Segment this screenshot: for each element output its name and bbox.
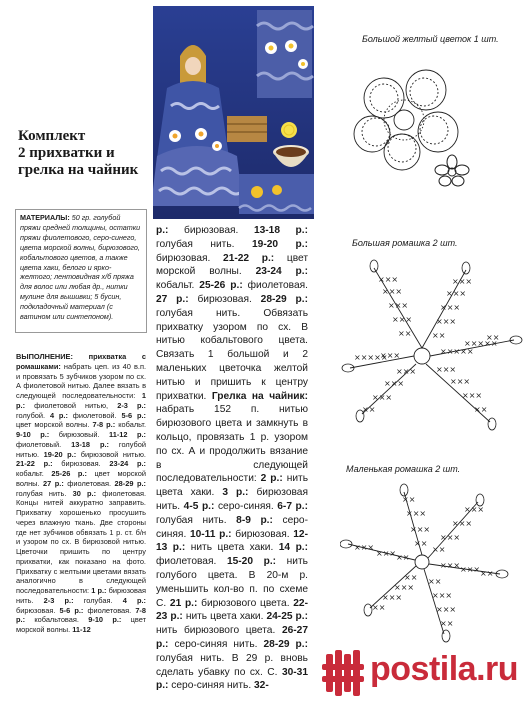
row-label: 26-27 р.: xyxy=(156,625,308,650)
diagram-label: Маленькая ромашка 2 шт. xyxy=(346,464,461,474)
small-daisy-diagram xyxy=(340,462,531,652)
row-text: кобальт. xyxy=(115,420,147,430)
row-text: бирюзовая. xyxy=(168,225,254,236)
svg-text:×××: ××× xyxy=(440,303,461,312)
row-label: 30-31 р.: xyxy=(156,666,308,692)
svg-text:×××: ××× xyxy=(396,367,417,376)
flower-chart-icon xyxy=(340,20,531,200)
row-text: цвет морской волны. xyxy=(16,420,93,430)
row-text: бирюзовой нитью. xyxy=(76,449,146,459)
row-text: голубая нить. xyxy=(16,488,73,498)
row-label: 22-23 р.: xyxy=(156,597,308,623)
row-text: голубая нить. В 29 р. вновь сделать убавку по сх. С. xyxy=(156,652,308,678)
row-text: фиолетовой нитью, xyxy=(25,400,118,410)
row-label: 9-10 р.: xyxy=(88,615,122,625)
diagram-label: Большая ромашка 2 шт. xyxy=(352,238,458,248)
row-label: 28-29 р.: xyxy=(263,638,308,650)
row-label: 1 р.: xyxy=(16,391,146,410)
svg-text:×××: ××× xyxy=(462,391,483,400)
daisy-chart-icon xyxy=(340,236,531,436)
row-label: 2-3 р.: xyxy=(43,595,74,605)
row-text: цвет морской волны. xyxy=(156,252,308,278)
svg-text:××: ×× xyxy=(428,577,442,586)
svg-text:×××: ××× xyxy=(436,317,457,326)
svg-text:×××: ××× xyxy=(436,365,457,374)
materials-heading: МАТЕРИАЛЫ: xyxy=(20,213,70,222)
row-text: цвет морской волны. xyxy=(16,469,146,488)
row-text: цвет морской волны. xyxy=(16,615,147,634)
row-label: 4-5 р.: xyxy=(183,500,215,512)
watermark-text: postila.ru xyxy=(370,650,519,688)
row-text: голубая нить. xyxy=(156,238,252,250)
svg-text:×××: ××× xyxy=(382,593,403,602)
materials-box xyxy=(15,209,147,333)
svg-text:×××: ××× xyxy=(382,287,403,296)
svg-text:×××××: ××××× xyxy=(354,353,388,362)
row-text: голубая. xyxy=(73,595,123,605)
svg-text:×××××: ××××× xyxy=(464,339,498,348)
row-label: 11-12 xyxy=(72,625,91,634)
row-label: 19-20 р.: xyxy=(43,449,77,459)
row-label: 4 р.: xyxy=(49,410,68,420)
row-label: 14 р.: xyxy=(278,542,309,554)
svg-text:××: ×× xyxy=(440,619,454,628)
row-label: 7-8 р.: xyxy=(16,605,146,625)
yellow-flower-diagram xyxy=(340,20,531,200)
svg-text:×××: ××× xyxy=(452,519,473,528)
svg-text:×××: ××× xyxy=(372,393,393,402)
row-text: бирюзовая нить. xyxy=(156,487,308,512)
row-text: набрать цеп. из 40 в.п. и провязать 5 зубчиков узором по сх. А фиолетовой нитью. Далее вязать в следующей последовательности: xyxy=(16,361,146,400)
big-daisy-diagram xyxy=(340,236,531,436)
svg-text:××: ×× xyxy=(414,539,428,548)
row-text: фиолетовый. xyxy=(16,439,72,449)
paragraph xyxy=(16,352,146,635)
row-text: кобальт. xyxy=(16,469,52,478)
svg-text:×××: ××× xyxy=(464,505,485,514)
svg-text:××: ×× xyxy=(486,333,500,342)
row-label: 24-25 р.: xyxy=(266,611,308,623)
instructions-column-1 xyxy=(16,352,146,635)
materials-text: 50 гр. голубой пряжи средней толщины, остатки пряжи фиолетового, серо-синего, цвета морской волны, бирюзового, кобальтового цветов, а также цвета хаки, белого и ярко-желтого; лентовидная х/б пряжа для волос или любая др., нитки мулине для вышивки; 5 бусин, подкладочный материал (с ватином или синтепоном). xyxy=(20,213,141,322)
svg-text:××: ×× xyxy=(372,603,386,612)
article-title xyxy=(18,128,148,179)
row-label: 27 р.: xyxy=(43,478,64,488)
row-text: фиолетовая. xyxy=(242,280,308,292)
row-label: 10-11 р.: xyxy=(189,528,232,540)
teapot-cozy-photo xyxy=(153,6,314,219)
svg-text:×××××: ××××× xyxy=(440,347,474,356)
paragraph xyxy=(156,224,308,693)
row-label: 23-24 р.: xyxy=(109,459,146,469)
svg-text:×××: ××× xyxy=(376,549,397,558)
svg-text:×××: ××× xyxy=(410,525,431,534)
row-text: нить цвета хаки. xyxy=(185,542,279,554)
title-line: 2 прихватки и xyxy=(18,145,115,161)
svg-text:×××: ××× xyxy=(440,561,461,570)
row-label: 2-3 р.: xyxy=(117,400,147,410)
row-text: нить цвета хаки. xyxy=(182,611,267,623)
row-label: 28-29 р.: xyxy=(260,293,309,305)
instructions-column-2 xyxy=(156,224,308,693)
row-text: нить голубого цвета. В 20-м р. уменьшить кол-во п. по схеме С. xyxy=(156,556,308,609)
row-label: 13-18 р.: xyxy=(71,439,109,449)
row-text: нить цвета хаки. xyxy=(156,473,308,499)
row-label: 21 р.: xyxy=(169,597,198,609)
svg-text:××: ×× xyxy=(432,545,446,554)
row-text: бирюзового цвета. xyxy=(197,597,294,609)
svg-text:×××: ××× xyxy=(436,605,457,614)
row-text: набрать 152 п. нитью бирюзового цвета и замкнуть в кольцо, провязать 1 р. узором по сх. А и продолжить вязание в следующей последовательности: xyxy=(156,404,308,485)
row-label: 6-7 р.: xyxy=(277,500,308,512)
row-label: 9-10 р.: xyxy=(16,430,50,439)
row-text: серо-синяя. xyxy=(214,500,278,512)
row-text: бирюзовая нить. xyxy=(16,586,146,605)
row-label: 28-29 р.: xyxy=(114,478,146,488)
row-label: 4 р.: xyxy=(122,595,146,605)
row-text: нить бирюзового цвета. xyxy=(156,625,282,637)
row-label: 5-6 р.: xyxy=(59,605,84,615)
postila-logo xyxy=(322,646,531,700)
row-label: 5-6 р.: xyxy=(121,410,146,420)
row-text: фиолетовая. xyxy=(63,478,115,488)
row-text: фиолетовая. xyxy=(83,605,136,615)
row-label: 19-20 р.: xyxy=(251,238,308,250)
daisy-chart-icon xyxy=(340,462,531,652)
svg-text:××: ×× xyxy=(396,553,410,562)
row-text: фиолетовая. Концы нитей аккуратно заправить. Прихватку хорошенько просушить через влажную ткань. Две стороны где нет зубчиков обвязать 1 р. ст. б/н и узором по сх. В бирюзовой нитью. Цветочки пришить по центру прихватки, как показано на фото. Прихватку с желтыми цветами вязать аналогично в следующей последовательности: xyxy=(16,488,146,595)
row-label: 13-18 р.: xyxy=(253,225,308,236)
svg-text:××: ×× xyxy=(398,329,412,338)
svg-text:×××: ××× xyxy=(440,533,461,542)
row-text: фиолетовой. xyxy=(67,410,122,420)
svg-text:×××: ××× xyxy=(452,277,473,286)
row-label: 21-22 р.: xyxy=(223,252,275,264)
row-label: 27 р.: xyxy=(156,293,189,305)
row-text: кобальтовая. xyxy=(25,615,89,625)
row-text: серо-синяя нить. xyxy=(168,638,264,650)
diagram-label: Большой желтый цветок 1 шт. xyxy=(362,34,499,44)
row-label: 7-8 р.: xyxy=(92,420,116,430)
svg-text:××: ×× xyxy=(432,331,446,340)
row-label: 3 р.: xyxy=(222,487,249,499)
row-label: 12-13 р.: xyxy=(156,528,308,554)
row-label: ВЫПОЛНЕНИЕ: прихватка с ромашками: xyxy=(16,352,146,371)
row-label: Грелка на чайник: xyxy=(211,390,308,402)
row-label: р.: xyxy=(156,225,169,236)
svg-text:××: ×× xyxy=(404,573,418,582)
svg-text:×××: ××× xyxy=(392,315,413,324)
svg-text:×××: ××× xyxy=(384,379,405,388)
row-label: 25-26 р.: xyxy=(199,280,243,292)
row-text: серо-синяя нить. xyxy=(168,680,254,692)
svg-text:×××: ××× xyxy=(354,543,375,552)
row-text: бирюзовая. xyxy=(16,605,60,615)
svg-text:×××: ××× xyxy=(460,565,481,574)
row-text: бирюзовая. xyxy=(156,252,224,264)
svg-text:×××: ××× xyxy=(446,289,467,298)
svg-text:××: ×× xyxy=(362,405,376,414)
row-text: фиолетовая. xyxy=(156,556,227,568)
svg-text:×××: ××× xyxy=(394,583,415,592)
row-text: бирюзовая. xyxy=(188,293,261,305)
row-label: 11-12 р.: xyxy=(109,430,147,439)
title-line: Комплект xyxy=(18,128,86,144)
row-text: бирюзовый. xyxy=(49,430,110,439)
svg-text:××: ×× xyxy=(402,495,416,504)
svg-text:×××: ××× xyxy=(378,275,399,284)
svg-text:×××: ××× xyxy=(432,591,453,600)
svg-text:×××: ××× xyxy=(380,351,401,360)
svg-text:×××: ××× xyxy=(406,509,427,518)
row-text: бирюзовая. xyxy=(52,459,110,469)
row-label: 15-20 р.: xyxy=(226,556,277,568)
row-label: 2 р.: xyxy=(260,473,283,485)
row-text: кобальт. xyxy=(156,280,200,292)
row-label: 32- xyxy=(254,680,269,692)
row-text: голубой. xyxy=(16,410,50,420)
row-label: 8-9 р.: xyxy=(236,514,273,526)
row-text: голубая нить. Обвязать прихватку узором по сх. В нитью кобальтового цвета. Связать 1 большой и 2 маленьких цветочка желтой нитью и пришить к центру прихватки. xyxy=(156,307,308,402)
svg-text:×××: ××× xyxy=(388,301,409,310)
svg-text:××: ×× xyxy=(480,569,494,578)
title-line: грелка на чайник xyxy=(18,162,139,178)
row-label: 1 р.: xyxy=(91,586,107,595)
row-text: голубой нитью. xyxy=(16,439,146,459)
row-text: серо-синяя. xyxy=(156,514,308,540)
row-label: 30 р.: xyxy=(72,488,97,498)
row-text: голубая нить. xyxy=(156,514,237,526)
svg-text:××: ×× xyxy=(474,405,488,414)
row-label: 25-26 р.: xyxy=(51,469,87,478)
row-label: 21-22 р.: xyxy=(16,459,53,469)
row-text: бирюзовая. xyxy=(231,528,294,540)
svg-text:×××: ××× xyxy=(450,377,471,386)
row-label: 23-24 р.: xyxy=(255,266,308,278)
product-photo xyxy=(153,6,314,219)
